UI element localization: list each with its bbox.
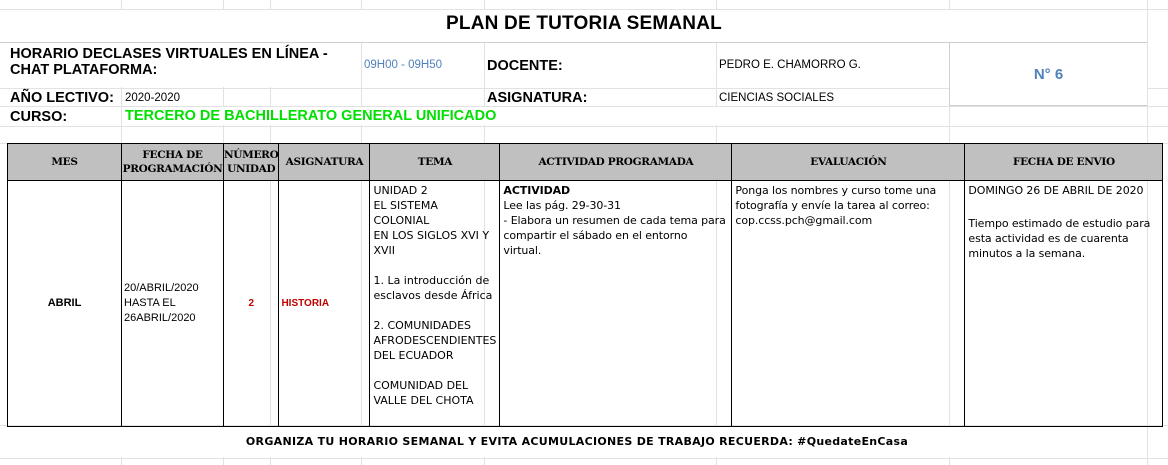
envio-line: esta actividad es de cuarenta (968, 232, 1129, 245)
asignatura-value: CIENCIAS SOCIALES (719, 92, 835, 104)
header-tema: TEMA (370, 144, 500, 181)
fecha-line-2: HASTA EL (124, 297, 176, 309)
horario-label: HORARIO DECLASES VIRTUALES EN LÍNEA - CHAT PLATAFORMA: (10, 46, 328, 78)
header-asignatura: ASIGNATURA (279, 144, 370, 181)
cell-fecha-envio (965, 181, 1163, 427)
actividad-line: Lee las pág. 29-30-31 (503, 199, 621, 212)
evaluacion-line: fotografía y envíe la tarea al correo: (735, 199, 930, 212)
actividad-line: virtual. (503, 244, 542, 257)
tema-line: COMUNIDAD DEL (373, 379, 469, 392)
curso-label: CURSO: (10, 109, 68, 125)
header-evaluacion: EVALUACIÓN (732, 144, 965, 181)
tema-line (373, 363, 496, 378)
fecha-line-3: 26ABRIL/2020 (124, 312, 196, 324)
schedule-table (7, 143, 1163, 427)
evaluacion-email: cop.ccss.pch@gmail.com (735, 214, 873, 227)
mes-value: ABRIL (47, 297, 82, 309)
asignatura-cell-value: HISTORIA (281, 298, 330, 309)
evaluacion-line: Ponga los nombres y curso tome una (735, 184, 937, 197)
header-fecha-programacion: FECHA DE PROGRAMACIÓN (122, 144, 224, 181)
tema-line: 1. La introducción de (373, 274, 490, 287)
tema-line: EN LOS SIGLOS XVI Y (373, 229, 490, 242)
page-title: PLAN DE TUTORIA SEMANAL (446, 13, 722, 34)
tema-line (373, 258, 496, 273)
cell-tema (370, 181, 500, 427)
tema-line: DEL ECUADOR (373, 349, 454, 362)
header-numero-unidad: NÚMERO UNIDAD (224, 144, 279, 181)
cell-evaluacion (732, 181, 965, 427)
cell-unidad (224, 181, 279, 427)
actividad-title: ACTIVIDAD (503, 184, 571, 197)
anio-value: 2020-2020 (125, 92, 180, 104)
tema-line: esclavos desde África (373, 289, 493, 302)
docente-value: PEDRO E. CHAMORRO G. (719, 59, 861, 71)
envio-line: DOMINGO 26 DE ABRIL DE 2020 (968, 184, 1144, 197)
curso-value: TERCERO DE BACHILLERATO GENERAL UNIFICADO (125, 108, 497, 124)
tema-line: VALLE DEL CHOTA (373, 394, 474, 407)
header-mes: MES (8, 144, 122, 181)
footer-message: ORGANIZA TU HORARIO SEMANAL Y EVITA ACUMULACIONES DE TRABAJO RECUERDA: #QuedateEnCasa (245, 435, 909, 448)
tema-line: UNIDAD 2 (373, 184, 428, 197)
table-header-row (8, 144, 1163, 181)
envio-line: minutos a la semana. (968, 247, 1086, 260)
tema-line: EL SISTEMA COLONIAL (373, 199, 438, 227)
envio-line (968, 198, 1159, 216)
actividad-line: compartir el sábado en el entorno (503, 229, 688, 242)
cell-asignatura (279, 181, 370, 427)
tema-line (373, 303, 496, 318)
tema-line: 2. COMUNIDADES (373, 319, 472, 332)
horario-value: 09H00 - 09H50 (364, 59, 442, 71)
cell-mes (8, 181, 122, 427)
cell-actividad (500, 181, 732, 427)
cell-fecha (122, 181, 224, 427)
header-fecha-envio: FECHA DE ENVIO (965, 144, 1163, 181)
plan-number: N° 6 (1033, 66, 1064, 83)
header-actividad: ACTIVIDAD PROGRAMADA (500, 144, 732, 181)
actividad-line: - Elabora un resumen de cada tema para (503, 214, 726, 227)
asignatura-label: ASIGNATURA: (487, 90, 588, 106)
tema-line: AFRODESCENDIENTES (373, 334, 497, 347)
anio-label: AÑO LECTIVO: (10, 90, 114, 106)
docente-label: DOCENTE: (487, 58, 563, 74)
fecha-line-1: 20/ABRIL/2020 (124, 282, 199, 294)
table-row (8, 181, 1163, 427)
envio-line: Tiempo estimado de estudio para (968, 217, 1151, 230)
tema-line: XVII (373, 244, 396, 257)
unidad-value: 2 (248, 298, 254, 309)
